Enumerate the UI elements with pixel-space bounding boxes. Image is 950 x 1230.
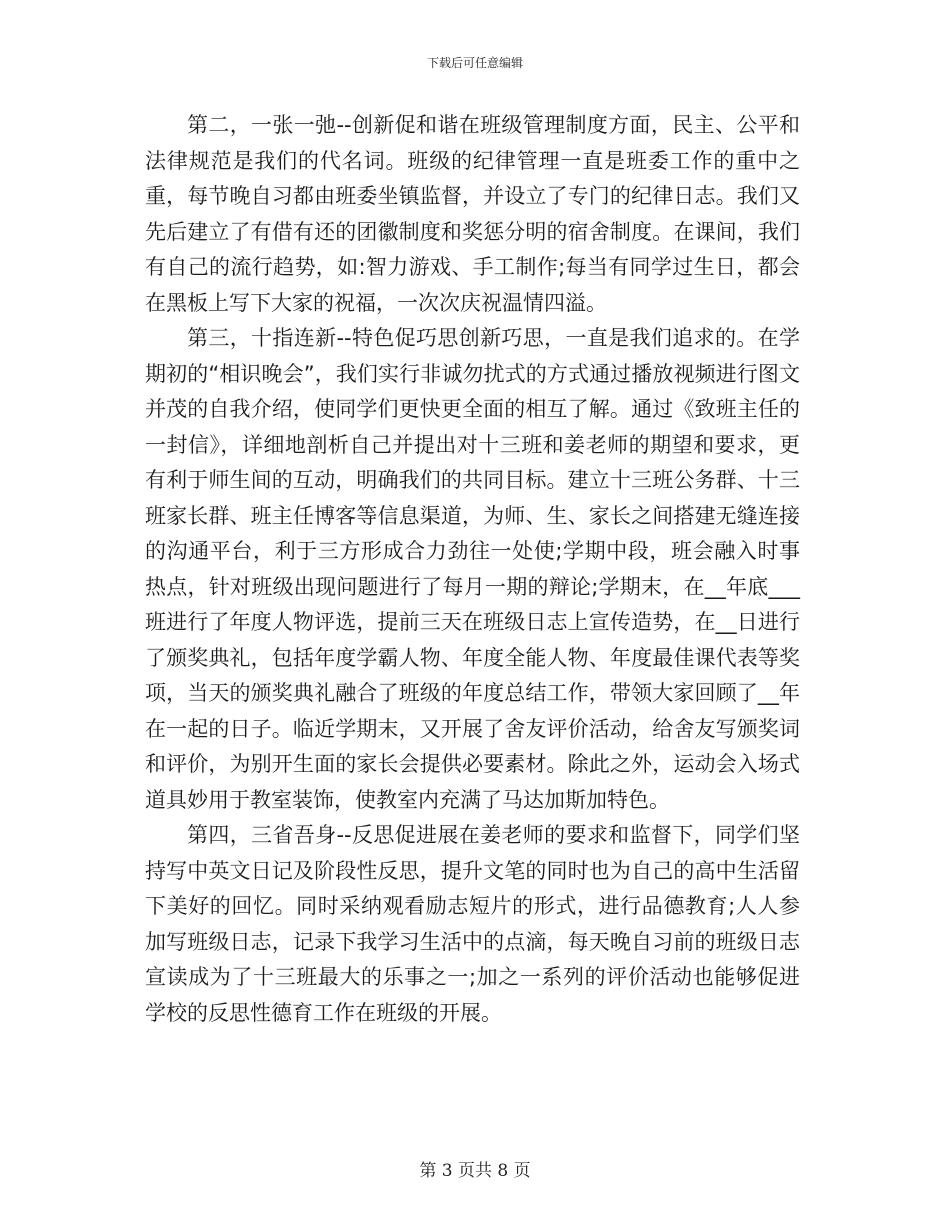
page-number: 第 3 页共 8 页 [419,1161,531,1181]
paragraph-second: 第二，一张一弛--创新促和谐在班级管理制度方面，民主、公平和法律规范是我们的代名词。班级的纪律管理一直是班委工作的重中之重，每节晚自习都由班委坐镇监督，并设立了专门的纪律日志。我们又先后建立了有借有还的团徽制度和奖惩分明的宿舍制度。在课间，我们有自己的流行趋势，如:智力游戏、手工制作;每当有同学过生日，都会在黑板上写下大家的祝福，一次次庆祝温情四溢。 [145,113,800,315]
paragraph-third: 第三，十指连新--特色促巧思创新巧思，一直是我们追求的。在学期初的“相识晚会”，我们实行非诚勿扰式的方式通过播放视频进行图文并茂的自我介绍，使同学们更快更全面的相互了解。通过《致班主任的一封信》，详细地剖析自己并提出对十三班和姜老师的期望和要求，更有利于师生间的互动，明确我们的共同目标。建立十三班公务群、十三班家长群、班主任博客等信息渠道，为师、生、家长之间搭建无缝连接的沟通平台，利于三方形成合力劲往一处使;学期中段，班会融入时事热点，针对班级出现问题进行了每月一期的辩论;学期末，在__年底___班进行了年度人物评选，提前三天在班级日志上宣传造势，在__日进行了颁奖典礼，包括年度学霸人物、年度全能人物、年度最佳课代表等奖项，当天的颁奖典礼融合了班级的年度总结工作，带领大家回顾了__年在一起的日子。临近学期末，又开展了舍友评价活动，给舍友写颁奖词和评价，为别开生面的家长会提供必要素材。除此之外，运动会入场式道具妙用于教室装饰，使教室内充满了马达加斯加特色。 [145,326,800,812]
header-note: 下载后可任意编辑 [426,56,523,70]
body-text [145,108,800,1031]
paragraph-fourth: 第四，三省吾身--反思促进展在姜老师的要求和监督下，同学们坚持写中英文日记及阶段性反思，提升文笔的同时也为自己的高中生活留下美好的回忆。同时采纳观看励志短片的形式，进行品德教育;人人参加写班级日志，记录下我学习生活中的点滴，每天晚自习前的班级日志宣读成为了十三班最大的乐事之一;加之一系列的评价活动也能够促进学校的反思性德育工作在班级的开展。 [145,823,800,1025]
